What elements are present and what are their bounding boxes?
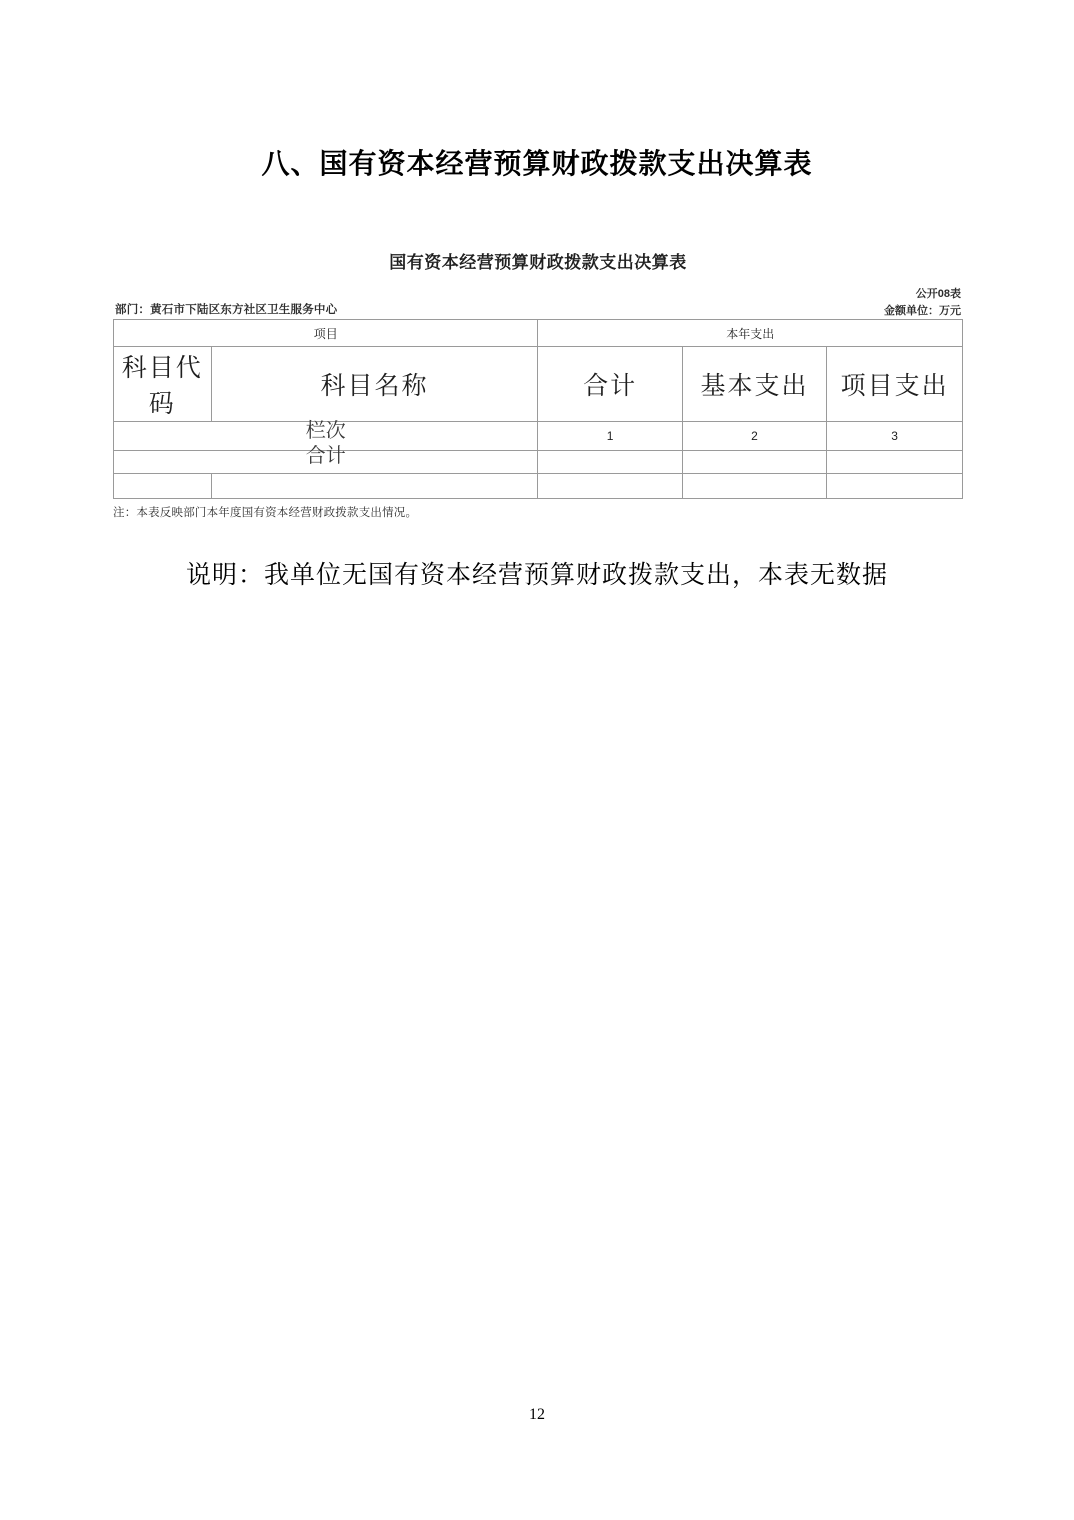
- column-header-project-expenditure: 项目支出: [827, 347, 963, 422]
- line-number-1: 1: [538, 422, 682, 451]
- cell-total: [538, 474, 682, 499]
- table-group-header-row: [114, 320, 963, 347]
- table-row: [114, 474, 963, 499]
- total-label: 合计: [305, 445, 346, 467]
- line-number-2: 2: [682, 422, 826, 451]
- public-form-number: 公开08表: [915, 288, 961, 300]
- scanned-table-figure: [113, 248, 963, 520]
- table-footnote: 注：本表反映部门本年度国有资本经营财政拨款支出情况。: [113, 507, 418, 519]
- table-title: 国有资本经营预算财政拨款支出决算表: [389, 253, 687, 272]
- explanation-text: 说明：我单位无国有资本经营预算财政拨款支出，本表无数据: [185, 562, 888, 589]
- cell-basic-expenditure: [682, 474, 826, 499]
- total-label-cell: [114, 445, 538, 474]
- total-value-total: [538, 451, 682, 474]
- cell-project-expenditure: [827, 474, 963, 499]
- amount-unit-label: 金额单位：万元: [884, 305, 961, 317]
- page-title: 八、国有资本经营预算财政拨款支出决算表: [261, 148, 813, 179]
- column-header-basic-expenditure: 基本支出: [682, 347, 826, 422]
- group-header-project: 项目: [114, 320, 538, 347]
- department-label: 部门：黄石市下陆区东方社区卫生服务中心: [115, 304, 338, 316]
- line-label: 栏次: [305, 420, 346, 442]
- table-total-row: [114, 451, 963, 474]
- total-value-project: [827, 451, 963, 474]
- table-meta: [113, 285, 963, 319]
- column-header-total: 合计: [538, 347, 682, 422]
- column-header-subject-code: 科目代码: [114, 347, 212, 422]
- column-header-subject-name: 科目名称: [211, 347, 538, 422]
- line-number-3: 3: [827, 422, 963, 451]
- budget-table: [113, 319, 963, 499]
- total-value-basic: [682, 451, 826, 474]
- cell-subject-code: [114, 474, 212, 499]
- table-line-number-row: [114, 422, 963, 451]
- page-number: 12: [529, 1406, 545, 1423]
- table-column-header-row: [114, 347, 963, 422]
- cell-subject-name: [211, 474, 538, 499]
- group-header-current-year-expenditure: 本年支出: [538, 320, 963, 347]
